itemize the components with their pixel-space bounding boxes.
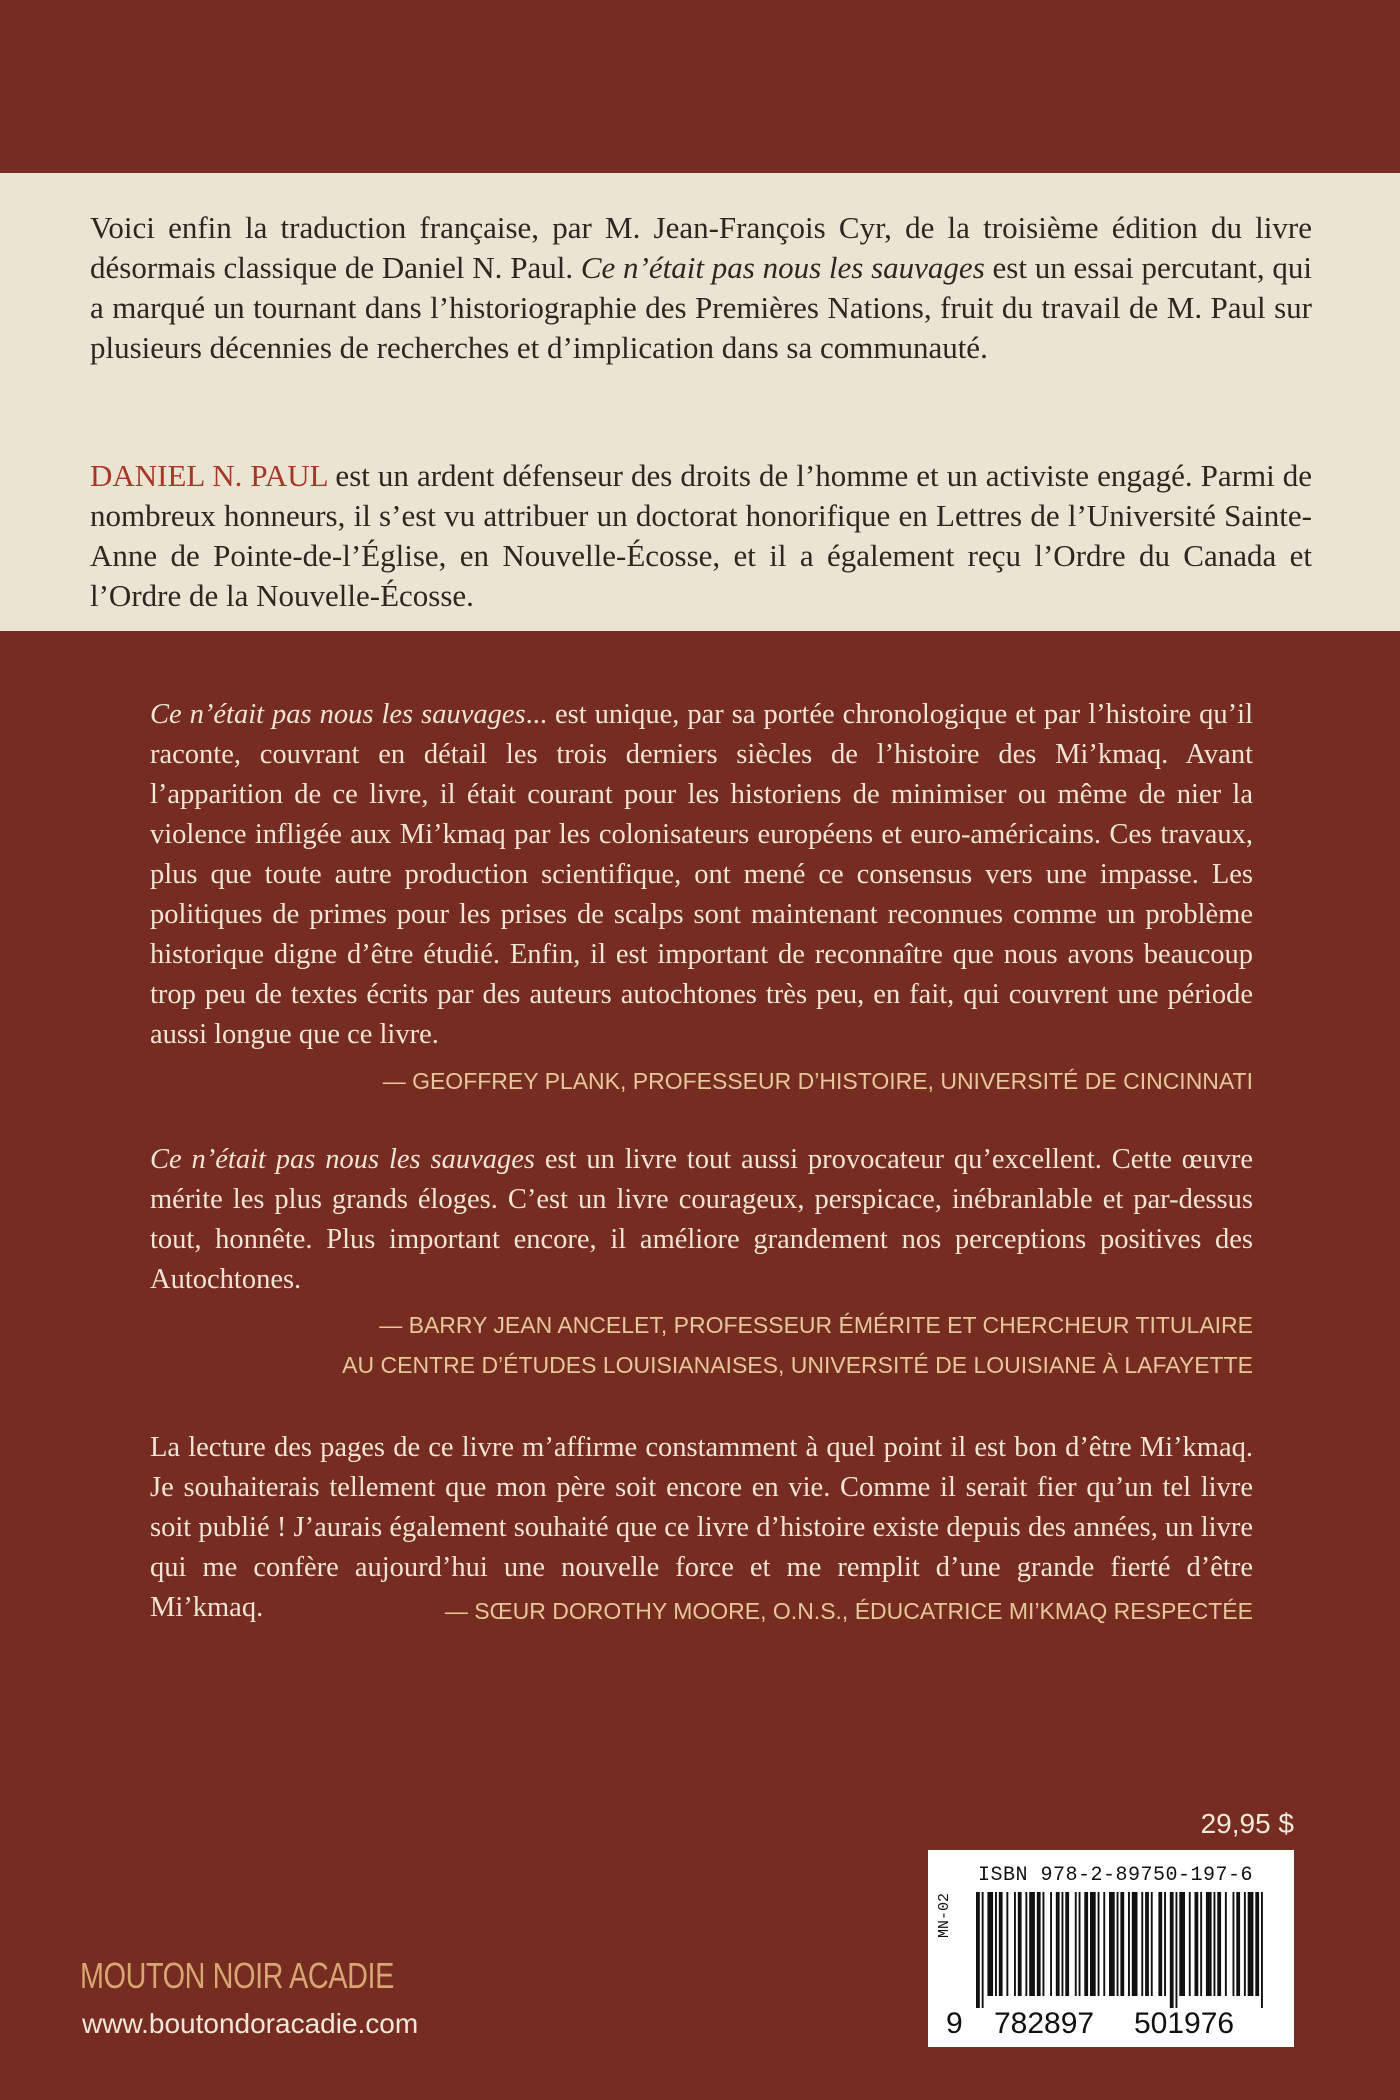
side-code: MN-02 [936, 1892, 953, 1938]
attribution-ancelet-line2: AU CENTRE D’ÉTUDES LOUISIANAISES, UNIVERSITÉ DE LOUISIANE À LAFAYETTE [342, 1352, 1253, 1378]
barcode-bar [1145, 1892, 1149, 1996]
barcode-bars [972, 1892, 1272, 2008]
barcode-bar [1090, 1892, 1096, 1996]
barcode-bar [1255, 1892, 1259, 1996]
barcode-bar [1200, 1892, 1202, 1996]
barcode-bar [1128, 1892, 1130, 1996]
barcode-bar [1206, 1892, 1212, 1996]
isbn-label: ISBN 978-2-89750-197-6 [978, 1864, 1254, 1887]
barcode-bar [1006, 1892, 1008, 1996]
quote-ancelet [150, 1140, 1253, 1300]
publisher-url[interactable]: www.boutondoracadie.com [82, 2008, 419, 2039]
attribution-ancelet-line1: — BARRY JEAN ANCELET, PROFESSEUR ÉMÉRITE ET CHERCHEUR TITULAIRE [379, 1312, 1253, 1338]
barcode-bar [1248, 1892, 1254, 1996]
book-title: Ce n’était pas nous les sauvages [580, 250, 985, 285]
barcode-bar [1195, 1892, 1199, 1996]
attribution-moore: — SŒUR DOROTHY MOORE, O.N.S., ÉDUCATRICE MI’KMAQ RESPECTÉE [444, 1598, 1253, 1624]
barcode-digit-first: 9 [946, 2007, 963, 2040]
quote-plank-title: Ce n’était pas nous les sauvages [150, 699, 526, 730]
barcode-bar [976, 1892, 980, 2008]
barcode-bar [1103, 1892, 1105, 1996]
quote-moore: La lecture des pages de ce livre m’affirme constamment à quel point il est bon d’être Mi’kmaq. Je souhaiterais tellement que mon père soit encore en vie. Comme il serait fier qu’un tel livre soit publié ! J’aurais également souhaité que ce livre d’histoire existe depuis des années, un livre qui me confère aujourd’hui une nouvelle force et me remplit d’une grande fierté d’être Mi’kmaq. [150, 1432, 1253, 1623]
barcode-bar [1217, 1892, 1221, 1996]
barcode-bar [1037, 1892, 1041, 1996]
author-name: DANIEL N. PAUL [90, 458, 328, 493]
barcode-bar [1050, 1892, 1052, 1996]
barcode-bar [1025, 1892, 1027, 1996]
barcode-bar [987, 1892, 993, 1996]
barcode-bar [1109, 1892, 1115, 1996]
barcode-bar [1056, 1892, 1060, 1996]
barcode-bar [1158, 1892, 1162, 1996]
barcode-bar [1189, 1892, 1191, 1996]
barcode-bar [1084, 1892, 1088, 1996]
quote-ancelet-text: est un livre tout aussi provocateur qu’excellent. Cette œuvre mérite les plus grands éloges. C’est un livre courageux, perspicace, inébranlable et par-dessus tout, honnête. Plus important encore, il améliore grandement nos perceptions positives des Autochtones. [150, 1144, 1253, 1295]
barcode-digits-left: 782897 [994, 2007, 1095, 2040]
attribution-plank: — GEOFFREY PLANK, PROFESSEUR D’HISTOIRE, UNIVERSITÉ DE CINCINNATI [382, 1068, 1253, 1094]
barcode-bar [1079, 1892, 1081, 1996]
barcode-bar [1120, 1892, 1124, 1996]
barcode-bar [995, 1892, 997, 1996]
author-bio: est un ardent défenseur des droits de l’homme et un activiste engagé. Parmi de nombreux honneurs, il s’est vu attribuer un doctorat honorifique en Lettres de l’Université Sainte-Anne de Pointe-de-l’Église, en Nouvelle-Écosse, et il a également reçu l’Ordre du Canada et l’Ordre de la Nouvelle-Écosse. [90, 458, 1312, 613]
intro-paragraph-author [90, 456, 1312, 616]
barcode-bar [1225, 1892, 1227, 1996]
barcode-bar [1233, 1892, 1235, 1996]
quote-plank-text: ... est unique, par sa portée chronologique et par l’histoire qu’il raconte, couvrant en détail les trois derniers siècles de l’histoire des Mi’kmaq. Avant l’apparition de ce livre, il était courant pour les historiens de minimiser ou même de nier la violence infligée aux Mi’kmaq par les colonisateurs européens et euro-américains. Ces travaux, plus que toute autre production scientifique, ont mené ce consensus vers une impasse. Les politiques de primes pour les prises de scalps sont maintenant reconnues comme un problème historique digne d’être étudié. Enfin, il est important de reconnaître que nous avons beaucoup trop peu de textes écrits par des auteurs autochtones très peu, en fait, qui couvrent une période aussi longue que ce livre. [150, 699, 1253, 1050]
barcode-bar [1151, 1892, 1153, 1996]
price: 29,95 $ [1200, 1808, 1294, 1839]
barcode-bar [1170, 1892, 1174, 2008]
barcode-bar [1261, 1892, 1263, 2008]
barcode-digits-right: 501976 [1134, 2007, 1235, 2040]
barcode-bar [1117, 1892, 1119, 1996]
quote-plank [150, 695, 1253, 1055]
barcode-bar [1098, 1892, 1100, 1996]
barcode-bar [1179, 1892, 1185, 1996]
barcode-box [928, 1850, 1294, 2047]
barcode-bar [1132, 1892, 1138, 1996]
barcode-bar [1018, 1892, 1022, 1996]
barcode-bar [982, 1892, 984, 2008]
barcode-bar [1043, 1892, 1045, 1996]
barcode-bar [1029, 1892, 1035, 1996]
publisher-name: MOUTON NOIR ACADIE [80, 1955, 394, 1996]
barcode-bar [1236, 1892, 1240, 1996]
barcode-bar [1062, 1892, 1064, 1996]
barcode-bar [1075, 1892, 1077, 1996]
barcode-bar [1065, 1892, 1069, 1996]
intro-paragraph-translation [90, 208, 1312, 368]
barcode-bar [1244, 1892, 1246, 1996]
barcode-bar [1014, 1892, 1016, 1996]
barcode-bar [999, 1892, 1003, 1996]
quote-ancelet-title: Ce n’était pas nous les sauvages [150, 1144, 535, 1175]
barcode-bar [1141, 1892, 1143, 1996]
barcode-bar [1164, 1892, 1166, 1996]
intro-text-b: est un essai percutant, qui a marqué un tournant dans l’historiographie des Premières Nations, fruit du travail de M. Paul sur plusieurs décennies de recherches et d’implication dans sa communauté. [90, 250, 1312, 365]
intro-text-a: Voici enfin la traduction française, par M. Jean-François Cyr, de la troisième édition du livre désormais classique de Daniel N. Paul. [90, 210, 1312, 285]
barcode-bar [1176, 1892, 1178, 2008]
barcode-bar [1214, 1892, 1216, 1996]
